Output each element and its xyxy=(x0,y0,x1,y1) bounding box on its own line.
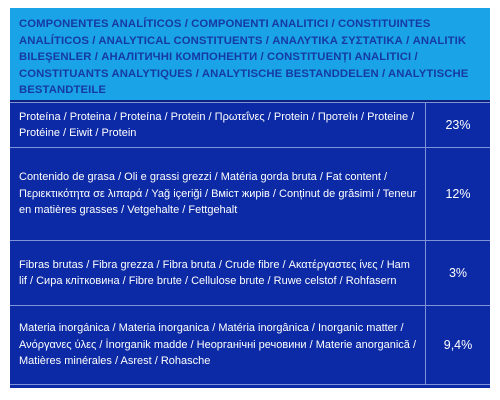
table-row-protein xyxy=(10,103,490,148)
table-row-fibre xyxy=(10,241,490,306)
analytical-constituents-heading: COMPONENTES ANALÍTICOS / COMPONENTI ANALITICI / CONSTITUINTES ANALÍTICOS / ANALYTICAL CONSTITUENTS / ΑΝΑΛΥΤΙΚΑ ΣΥΣΤΑΤΙΚΑ / ANALITIK BILEŞENLER / АНАЛІТИЧНІ КОМПОНЕНТИ / CONSTITUENȚI ANALITICI / CONSTITUANTS ANALYTIQUES / ANALYTISCHE BESTANDDELEN / ANALYTISCHE BESTANDTEILE xyxy=(10,8,490,102)
analytical-constituents-panel xyxy=(10,8,490,388)
table-row-fat xyxy=(10,148,490,241)
row-value: 12% xyxy=(426,148,491,241)
row-value: 3% xyxy=(426,241,491,306)
row-label: Contenido de grasa / Oli e grassi grezzi / Matéria gorda bruta / Fat content / Περιεκτικότητα σε λιπαρά / Yağ içeriği / Вміст жирів / Conținut de grăsimi / Teneur en matières grasses / Vetgehalte / Fettgehalt xyxy=(10,148,426,241)
constituents-table xyxy=(10,102,490,385)
row-label: Proteína / Proteina / Proteína / Protein / Πρωτεΐνες / Protein / Протеїн / Proteine / Protéine / Eiwit / Protein xyxy=(10,103,426,148)
row-value: 9,4% xyxy=(426,306,491,385)
row-value: 23% xyxy=(426,103,491,148)
row-label: Materia inorgánica / Materia inorganica / Matéria inorgânica / Inorganic matter / Ανόργανες ύλες / İnorganik madde / Неорганічні речовини / Materie anorganică / Matières minérales / Asrest / Rohasche xyxy=(10,306,426,385)
table-row-ash xyxy=(10,306,490,385)
row-label: Fibras brutas / Fibra grezza / Fibra bruta / Crude fibre / Ακατέργαστες ίνες / Ham lif / Сира клітковина / Fibre brute / Cellulose brute / Ruwe celstof / Rohfasern xyxy=(10,241,426,306)
